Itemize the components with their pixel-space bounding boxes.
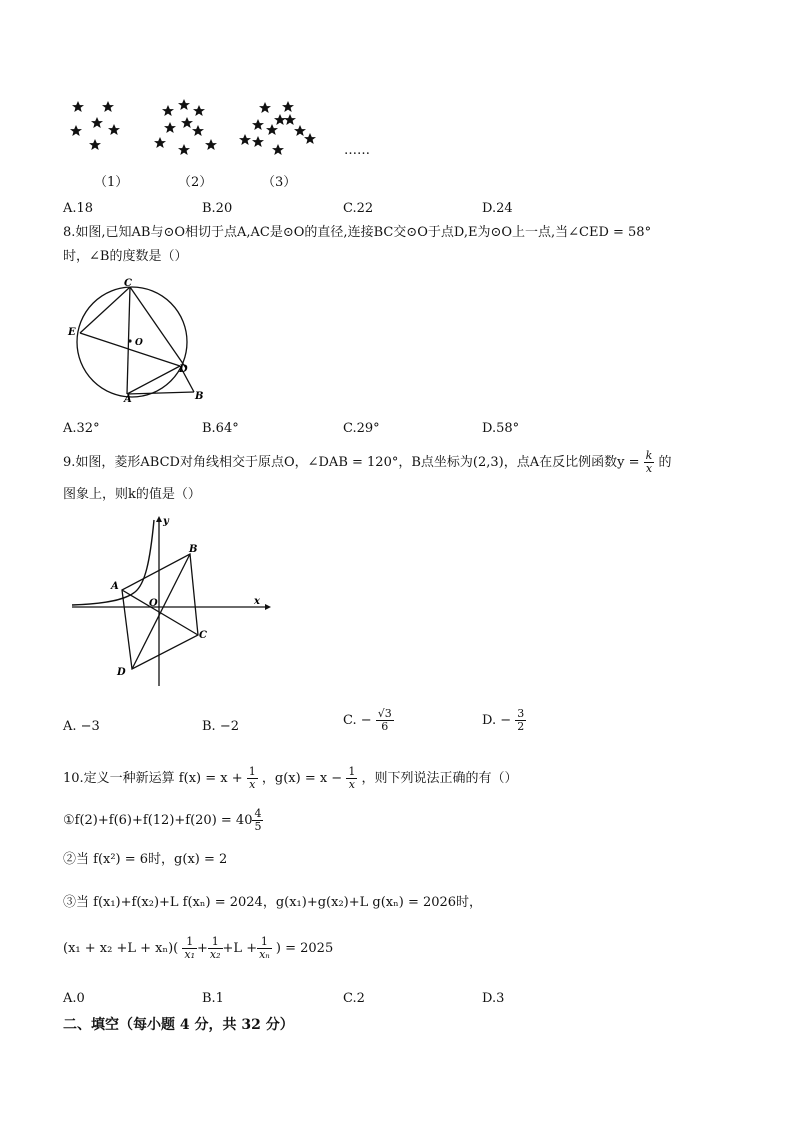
- q9-line1-tail: 的: [658, 455, 672, 470]
- q7-option-b[interactable]: B.20: [202, 201, 233, 216]
- q9-label-b: B: [189, 544, 198, 555]
- q10-f-den: x: [249, 778, 256, 791]
- q10-f-num: 1: [248, 765, 256, 778]
- q10-option-a[interactable]: A.0: [63, 991, 85, 1006]
- q8-option-c[interactable]: C.29°: [343, 421, 380, 436]
- star-group-3: [239, 101, 316, 155]
- pattern-label-2: （2）: [178, 175, 213, 190]
- q9-label-y: y: [163, 516, 169, 527]
- q10-g-den: x: [348, 778, 355, 791]
- q10-eq-t1-num: 1: [182, 936, 197, 949]
- q8-label-e: E: [68, 327, 76, 338]
- q10-eq-t3-num: 1: [257, 936, 272, 949]
- q9-k-over-x-fraction: [644, 450, 655, 475]
- q9-option-c-fraction: [376, 708, 394, 733]
- q8-question-line2: 时，∠B的度数是（）: [63, 249, 188, 264]
- q8-label-c: C: [124, 278, 132, 289]
- q9-label-d: D: [117, 667, 126, 678]
- q10-option-c[interactable]: C.2: [343, 991, 365, 1006]
- q10-statement-3-equation: (x₁ + x₂ +L + xₙ)( $\frac{1}{\text{x₁}}$ + $\frac{1}{\text{x₂}}$ +L + $\frac{1}{\text{xₙ}}$ ) = 2025: [63, 935, 334, 961]
- q10-g-num: 1: [348, 765, 356, 778]
- q8-circle-figure: [60, 278, 220, 410]
- q10-eq-term3: [257, 936, 272, 961]
- q8-label-a: A: [124, 394, 132, 405]
- q10-statement-3: ③当 f(x₁)+f(x₂)+L f(xₙ) = 2024，g(x₁)+g(x₂)+L g(xₙ) = 2026时，: [63, 895, 483, 910]
- q8-option-a[interactable]: A.32°: [63, 421, 100, 436]
- q7-option-c[interactable]: C.22: [343, 201, 374, 216]
- q9-option-d-den: 2: [517, 720, 525, 733]
- q9-label-a: A: [111, 581, 119, 592]
- q9-option-c[interactable]: [343, 708, 394, 733]
- q8-option-b[interactable]: B.64°: [202, 421, 239, 436]
- q10-statement-1-text: ①f(2)+f(6)+f(12)+f(20) = 40: [63, 813, 253, 828]
- q9-option-c-num: √3: [377, 707, 392, 720]
- q8-label-d: D: [179, 364, 188, 375]
- q10-eq-left: (x₁ + x₂ +L + xₙ)(: [63, 941, 179, 956]
- q9-option-d-num: 3: [517, 707, 525, 720]
- section-2-title: 二、填空（每小题 4 分，共 32 分）: [63, 1017, 294, 1033]
- q9-rhombus-figure: [60, 512, 275, 692]
- q10-line1-b: ，g(x) = x −: [261, 771, 343, 786]
- q10-s1-num: 4: [254, 807, 262, 820]
- q9-option-d[interactable]: [482, 708, 526, 733]
- q9-label-c: C: [199, 630, 207, 641]
- q10-s1-den: 5: [254, 820, 262, 833]
- q9-label-o: O: [149, 598, 158, 609]
- q9-option-d-fraction: [515, 708, 526, 733]
- q9-option-c-prefix: C. −: [343, 713, 372, 728]
- q10-eq-t2-den: x₂: [209, 948, 221, 961]
- q8-question-line1: 8.如图,已知AB与⊙O相切于点A,AC是⊙O的直径,连接BC交⊙O于点D,E为⊙O上一点,当∠CED = 58°: [63, 225, 652, 240]
- q10-statement-1: [63, 808, 263, 833]
- q10-statement-2: ②当 f(x²) = 6时，g(x) = 2: [63, 852, 228, 867]
- q10-line1-a: 10.定义一种新运算 f(x) = x +: [63, 771, 243, 786]
- star-group-2: [154, 99, 217, 155]
- q10-eq-term2: [208, 936, 223, 961]
- q10-eq-t1-den: x₁: [184, 948, 195, 961]
- pattern-ellipsis: ……: [344, 143, 370, 158]
- q7-option-a[interactable]: A.18: [63, 201, 94, 216]
- q9-option-a[interactable]: A. −3: [63, 719, 100, 734]
- q9-frac-num: k: [645, 449, 653, 462]
- q8-label-b: B: [195, 391, 204, 402]
- q10-question-line1: [63, 766, 518, 791]
- q9-option-b[interactable]: B. −2: [202, 719, 239, 734]
- q8-label-o: O: [135, 338, 143, 348]
- q10-f-fraction: [247, 766, 258, 791]
- q9-option-d-prefix: D. −: [482, 713, 512, 728]
- star-group-1: [70, 101, 120, 150]
- q9-label-x: x: [254, 596, 260, 607]
- pattern-label-1: （1）: [94, 175, 129, 190]
- q10-option-d[interactable]: D.3: [482, 991, 505, 1006]
- q9-question-line2: 图象上，则k的值是（）: [63, 487, 201, 502]
- q9-question-line1: [63, 450, 671, 475]
- q10-eq-right: ) = 2025: [275, 941, 334, 956]
- q10-eq-term1: [182, 936, 197, 961]
- q10-eq-plus: +L +: [222, 941, 258, 956]
- pattern-label-3: （3）: [262, 175, 297, 190]
- q9-line1-text: 9.如图，菱形ABCD对角线相交于原点O，∠DAB = 120°，B点坐标为(2,3)，点A在反比例函数y =: [63, 455, 640, 470]
- q10-eq-t2-num: 1: [208, 936, 223, 949]
- q8-option-d[interactable]: D.58°: [482, 421, 520, 436]
- q7-option-d[interactable]: D.24: [482, 201, 513, 216]
- q10-g-fraction: [346, 766, 357, 791]
- q9-option-c-den: 6: [381, 720, 389, 733]
- q10-option-b[interactable]: B.1: [202, 991, 224, 1006]
- q9-frac-den: x: [645, 462, 653, 475]
- q10-statement-1-fraction: [252, 808, 263, 833]
- q10-line1-c: ，则下列说法正确的有（）: [361, 771, 518, 786]
- q10-eq-t3-den: xₙ: [259, 948, 270, 961]
